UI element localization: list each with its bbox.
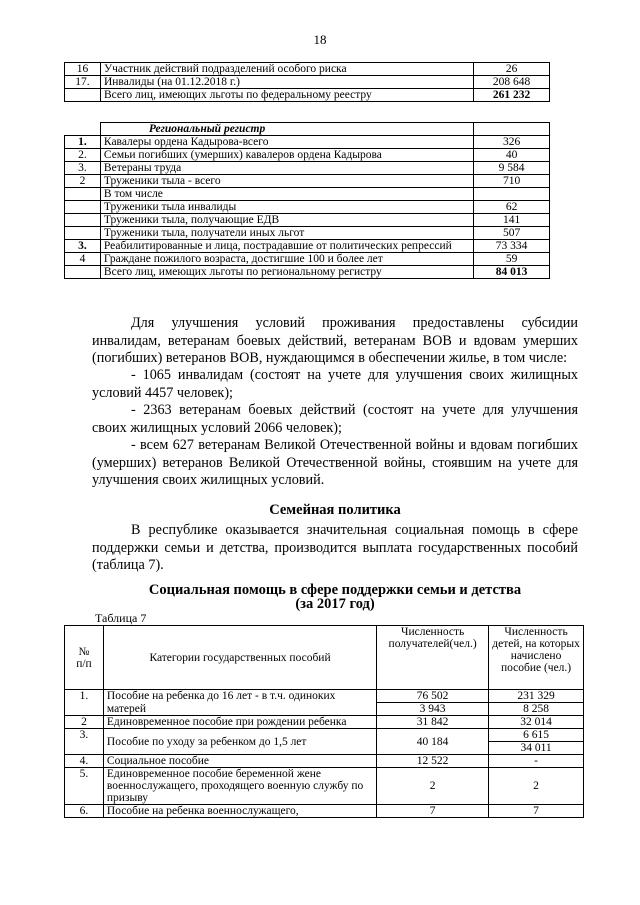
row-number: 2 xyxy=(65,175,101,188)
row-recipients: 76 502 xyxy=(377,690,489,703)
row-label: Семьи погибших (умерших) кавалеров ордена Кадырова xyxy=(100,149,473,162)
row-label: В том числе xyxy=(100,188,473,201)
row-number xyxy=(65,227,101,240)
table-row xyxy=(65,768,584,805)
table7-heading-line2: (за 2017 год) xyxy=(295,596,375,612)
table-row xyxy=(65,690,584,703)
row-value: 208 648 xyxy=(474,76,550,89)
housing-item-disabled: - 1065 инвалидам (состоят на учете для улучшения своих жилищных условий 4457 человек); xyxy=(92,367,578,401)
table7-label: Таблица 7 xyxy=(95,611,147,625)
regional-register-table xyxy=(64,122,550,279)
row-number: 17. xyxy=(65,76,101,89)
total-value: 261 232 xyxy=(474,89,550,102)
row-label: Инвалиды (на 01.12.2018 г.) xyxy=(100,76,473,89)
table-row xyxy=(65,188,550,201)
row-children: 32 014 xyxy=(489,716,584,729)
row-value: 40 xyxy=(474,149,550,162)
table-row xyxy=(65,227,550,240)
row-children: 34 011 xyxy=(489,742,584,755)
row-number: 3. xyxy=(65,162,101,175)
row-label: Участник действий подразделений особого риска xyxy=(100,63,473,76)
table-row xyxy=(65,175,550,188)
row-label: Ветераны труда xyxy=(100,162,473,175)
table7-heading-line1: Социальная помощь в сфере поддержки семьи и детства xyxy=(148,582,522,598)
row-children: 2 xyxy=(489,768,584,805)
row-label: Труженики тыла, получающие ЕДВ xyxy=(100,214,473,227)
header-num-b: п/п xyxy=(76,657,92,670)
row-category: Пособие по уходу за ребенком до 1,5 лет xyxy=(103,729,376,755)
row-number xyxy=(65,214,101,227)
row-category: Единовременное пособие беременной жене военнослужащего, проходящего военную службу по призыву xyxy=(103,768,376,805)
row-number: 4 xyxy=(65,253,101,266)
table-row xyxy=(65,253,550,266)
table-row xyxy=(65,805,584,818)
row-value: 73 334 xyxy=(474,240,550,253)
page-number: 18 xyxy=(313,32,327,47)
header-category: Категории государственных пособий xyxy=(103,626,376,690)
row-value: 62 xyxy=(474,201,550,214)
row-children: 8 258 xyxy=(489,703,584,716)
row-number: 5. xyxy=(65,768,104,805)
row-recipients: 7 xyxy=(377,805,489,818)
row-children: 7 xyxy=(489,805,584,818)
row-label: Труженики тыла - всего xyxy=(100,175,473,188)
row-label: Граждане пожилого возраста, достигшие 100 и более лет xyxy=(100,253,473,266)
total-row xyxy=(65,89,550,102)
table-row xyxy=(65,729,584,742)
table-row xyxy=(65,136,550,149)
header-row xyxy=(65,626,584,690)
table-title-row xyxy=(65,123,550,136)
row-value: 141 xyxy=(474,214,550,227)
row-value: 26 xyxy=(474,63,550,76)
row-recipients: 3 943 xyxy=(377,703,489,716)
row-recipients: 40 184 xyxy=(377,729,489,755)
table-row xyxy=(65,703,584,716)
housing-item-combat-veterans: - 2363 ветеранам боевых действий (состоят на учете для улучшения своих жилищных условий 2066 человек); xyxy=(92,402,578,436)
federal-register-table xyxy=(64,62,550,102)
housing-intro: Для улучшения условий проживания предоставлены субсидии инвалидам, ветеранам боевых действий, ветеранам ВОВ и вдовам умерших (погибших) ветеранов ВОВ, нуждающимся в обеспечении жилье, в том числе: xyxy=(92,315,578,366)
table-row xyxy=(65,755,584,768)
row-children: 6 615 xyxy=(489,729,584,742)
table-row xyxy=(65,149,550,162)
row-number: 1. xyxy=(65,690,104,716)
row-recipients: 12 522 xyxy=(377,755,489,768)
row-recipients: 31 842 xyxy=(377,716,489,729)
header-children: Численность детей, на которых начислено пособие (чел.) xyxy=(489,626,584,690)
header-num-a: № xyxy=(78,645,90,658)
total-label: Всего лиц, имеющих льготы по региональному регистру xyxy=(100,266,473,279)
header-recipients: Численность получателей(чел.) xyxy=(377,626,489,690)
row-number: 16 xyxy=(65,63,101,76)
table-row xyxy=(65,162,550,175)
row-category: Единовременное пособие при рождении ребенка xyxy=(103,716,376,729)
row-value: 507 xyxy=(474,227,550,240)
row-label: Реабилитированные и лица, пострадавшие от политических репрессий xyxy=(100,240,473,253)
row-category: Социальное пособие xyxy=(103,755,376,768)
row-category: Пособие на ребенка военнослужащего, xyxy=(103,805,376,818)
table-row xyxy=(65,76,550,89)
family-benefits-table xyxy=(64,625,584,818)
row-recipients: 2 xyxy=(377,768,489,805)
row-category: Пособие на ребенка до 16 лет - в т.ч. одиноких xyxy=(103,690,376,703)
row-number: 3. xyxy=(65,240,101,253)
table-row xyxy=(65,214,550,227)
row-label: Кавалеры ордена Кадырова-всего xyxy=(100,136,473,149)
housing-item-wwii-veterans: - всем 627 ветеранам Великой Отечественной войны и вдовам погибших (умерших) ветеранов Великой Отечественной войны, стоявшим на учете для улучшения своих жилищных условий. xyxy=(92,437,578,488)
row-children: 231 329 xyxy=(489,690,584,703)
row-value: 326 xyxy=(474,136,550,149)
row-number: 6. xyxy=(65,805,104,818)
total-value: 84 013 xyxy=(474,266,550,279)
row-number: 3. xyxy=(65,729,104,755)
row-category-continued: матерей xyxy=(103,703,376,716)
table-row xyxy=(65,240,550,253)
family-policy-heading: Семейная политика xyxy=(269,502,401,518)
total-row xyxy=(65,266,550,279)
row-value: 710 xyxy=(474,175,550,188)
row-number: 2. xyxy=(65,149,101,162)
row-children: - xyxy=(489,755,584,768)
table-row xyxy=(65,63,550,76)
regional-register-title: Региональный регистр xyxy=(100,123,473,136)
row-number: 2 xyxy=(65,716,104,729)
row-number: 1. xyxy=(65,136,101,149)
row-value: 9 584 xyxy=(474,162,550,175)
table-row xyxy=(65,201,550,214)
row-label: Труженики тыла инвалиды xyxy=(100,201,473,214)
row-number: 4. xyxy=(65,755,104,768)
table-row xyxy=(65,716,584,729)
row-label: Труженики тыла, получатели иных льгот xyxy=(100,227,473,240)
header-num xyxy=(65,626,104,690)
total-label: Всего лиц, имеющих льготы по федеральному реестру xyxy=(100,89,473,102)
row-number xyxy=(65,188,101,201)
row-value: 59 xyxy=(474,253,550,266)
row-number xyxy=(65,201,101,214)
family-policy-paragraph: В республике оказывается значительная социальная помощь в сфере поддержки семьи и детства, производится выплата государственных пособий (таблица 7). xyxy=(92,522,578,573)
row-value xyxy=(474,188,550,201)
table7-heading xyxy=(92,583,578,611)
